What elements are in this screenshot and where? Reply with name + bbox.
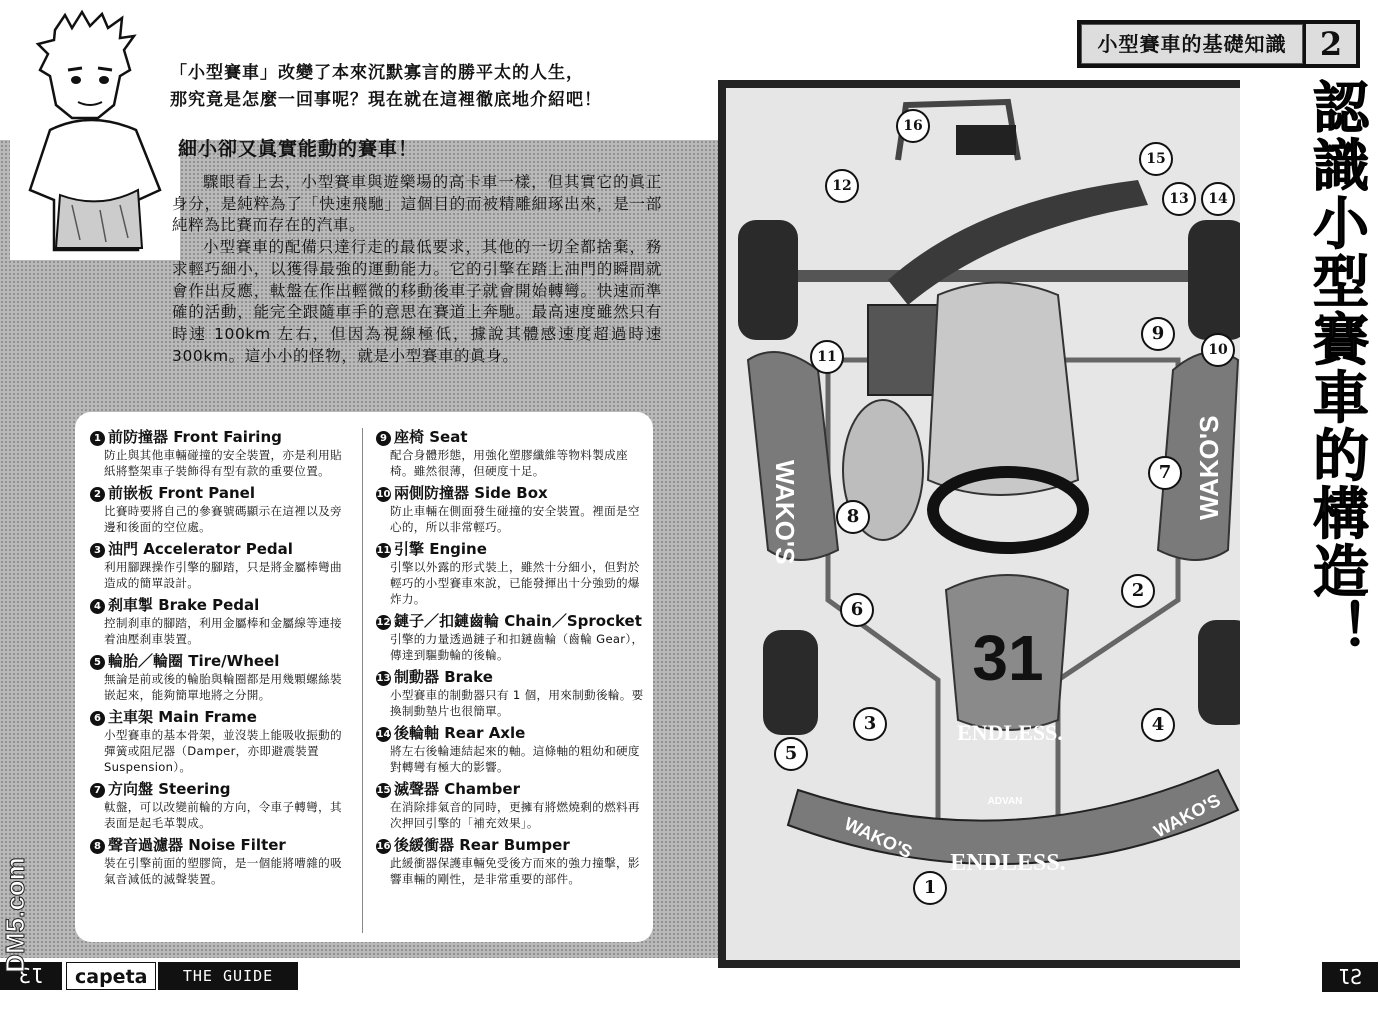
- part-item: [90, 780, 350, 831]
- intro-paragraph: 小型賽車的配備只達行走的最低要求，其他的一切全都捨棄，務求輕巧細小，以獲得最強的運動能力。它的引擎在踏上油門的瞬間就會作出反應，軚盤在作出輕微的移動後車子就會開始轉彎。快速而準確的活動，能完全跟隨車手的意思在賽道上奔馳。最高速度雖然只有時速 100km 左右，但因為視線極低，據說其體感速度超過時速 300km。這小小的怪物，就是小型賽車的眞身。: [172, 238, 662, 365]
- section-headline: 細小卻又眞實能動的賽車！: [178, 138, 419, 160]
- part-title: 刹車掣 Brake Pedal: [108, 596, 260, 614]
- part-number: 10: [376, 489, 391, 500]
- part-number: 1: [90, 431, 105, 446]
- callout-15: 15: [1139, 142, 1173, 176]
- section-number: 2: [1306, 24, 1356, 64]
- callout-16: 16: [896, 109, 930, 143]
- vertical-title: 認識小型賽車的構造！: [1304, 78, 1369, 658]
- page-number-left: ƐƖ: [0, 962, 62, 990]
- callout-7: 7: [1148, 456, 1182, 490]
- part-item: [376, 668, 644, 719]
- part-title: 滅聲器 Chamber: [394, 780, 520, 798]
- part-desc: 比賽時要將自己的參賽號碼顯示在這裡以及旁邊和後面的空位處。: [104, 504, 342, 534]
- part-number: 8: [90, 839, 105, 854]
- part-title: 方向盤 Steering: [108, 780, 231, 798]
- part-number: 3: [90, 543, 105, 558]
- part-title: 前防撞器 Front Fairing: [108, 428, 282, 446]
- sponsor-logo: ADVAN: [987, 796, 1023, 807]
- part-number: 16: [376, 841, 391, 852]
- part-item: [376, 836, 644, 887]
- callout-8: 8: [836, 500, 870, 534]
- parts-column-left: [90, 428, 350, 892]
- part-desc: 無論是前或後的輪胎與輪圈都是用幾顆螺絲裝嵌起來，能夠簡單地將之分開。: [104, 672, 342, 702]
- part-item: [376, 780, 644, 831]
- part-number: 6: [90, 711, 105, 726]
- footer-brand: capeta: [66, 962, 156, 990]
- sponsor-logo: WAKO'S: [770, 460, 800, 565]
- part-title: 聲音過濾器 Noise Filter: [108, 836, 286, 854]
- part-item: [376, 428, 644, 479]
- part-desc: 小型賽車的制動器只有 1 個，用來制動後輪。要換制動墊片也很簡單。: [390, 688, 644, 718]
- part-number: 9: [376, 431, 391, 446]
- part-item: [376, 612, 644, 663]
- callout-13: 13: [1162, 182, 1196, 216]
- part-number: 7: [90, 783, 105, 798]
- part-item: [90, 836, 350, 887]
- sponsor-logo: ENDLESS.: [957, 720, 1063, 745]
- callout-11: 11: [810, 340, 844, 374]
- part-desc: 在消除排氣音的同時，更擁有將燃燒剩的燃料再次押回引擎的「補充效果」。: [390, 800, 640, 830]
- character-illustration: [10, 10, 180, 260]
- part-number: 4: [90, 599, 105, 614]
- part-title: 前嵌板 Front Panel: [108, 484, 255, 502]
- part-desc: 小型賽車的基本骨架，並沒裝上能吸收振動的彈簧或阻尼器（Damper，亦即避震裝置 Suspension）。: [104, 728, 342, 774]
- part-item: [376, 724, 644, 775]
- part-number: 14: [376, 729, 391, 740]
- kart-number: 31: [972, 622, 1044, 694]
- part-desc: 控制刹車的腳踏，利用金屬棒和金屬線等連接着油壓刹車裝置。: [104, 616, 342, 646]
- part-desc: 防止車輛在側面發生碰撞的安全裝置。裡面是空心的，所以非常輕巧。: [390, 504, 640, 534]
- page-number-right: ƖƧ: [1322, 962, 1378, 992]
- part-item: [90, 484, 350, 535]
- part-desc: 引擎以外露的形式裝上，雖然十分細小，但對於輕巧的小型賽車來說，已能發揮出十分強勁的爆炸力。: [390, 560, 640, 606]
- svg-text:DM5.com: DM5.com: [0, 857, 30, 973]
- parts-column-right: [376, 428, 644, 892]
- sponsor-logo: WAKO'S: [841, 813, 916, 863]
- sponsor-logo: WAKO'S: [1194, 415, 1224, 520]
- part-item: [90, 428, 350, 479]
- part-desc: 此緩衝器保護車輛免受後方而來的強力撞擊，影響車輛的剛性，是非常重要的部件。: [390, 856, 640, 886]
- part-item: [376, 484, 644, 535]
- part-number: 5: [90, 655, 105, 670]
- intro-body: [172, 172, 662, 367]
- part-title: 後緩衝器 Rear Bumper: [394, 836, 570, 854]
- watermark-logo: [0, 835, 44, 995]
- part-title: 制動器 Brake: [394, 668, 493, 686]
- part-title: 油門 Accelerator Pedal: [108, 540, 293, 558]
- part-title: 輪胎／輪圈 Tire/Wheel: [108, 652, 280, 670]
- part-desc: 防止與其他車輛碰撞的安全裝置，亦是利用貼紙將整架車子裝飾得有型有款的重要位置。: [104, 448, 342, 478]
- callout-3: 3: [853, 707, 887, 741]
- intro-paragraph: 驟眼看上去，小型賽車與遊樂場的高卡車一樣，但其實它的眞正身分，是純粹為了「快速飛馳」這個目的而被精雕細琢出來，是一部純粹為比賽而存在的汽車。: [172, 173, 662, 235]
- part-item: [90, 540, 350, 591]
- part-desc: 軚盤，可以改變前輪的方向，令車子轉彎，其表面是起毛革製成。: [104, 800, 342, 830]
- part-item: [90, 708, 350, 775]
- part-desc: 引擎的力量透過鏈子和扣鏈齒輪（齒輪 Gear），傳達到驅動輪的後輪。: [390, 632, 644, 662]
- callout-10: 10: [1201, 333, 1235, 367]
- callout-6: 6: [840, 593, 874, 627]
- part-item: [90, 596, 350, 647]
- callout-12: 12: [825, 169, 859, 203]
- part-number: 12: [376, 617, 391, 628]
- part-desc: 利用腳踝操作引擎的腳踏，只是將金屬棒彎曲造成的簡單設計。: [104, 560, 342, 590]
- part-title: 後輪軸 Rear Axle: [394, 724, 526, 742]
- part-desc: 將左右後輪連結起來的軸。這條軸的粗幼和硬度對轉彎有極大的影響。: [390, 744, 640, 774]
- footer-book-title: THE GUIDE BOOK: [158, 962, 298, 990]
- callout-2: 2: [1121, 574, 1155, 608]
- part-title: 座椅 Seat: [394, 428, 468, 446]
- part-number: 15: [376, 785, 391, 796]
- callout-1: 1: [913, 871, 947, 905]
- tagline-line-2: 那究竟是怎麼一回事呢？現在就在這裡徹底地介紹吧！: [170, 90, 602, 110]
- section-title: 小型賽車的基礎知識: [1081, 24, 1303, 64]
- callout-4: 4: [1141, 708, 1175, 742]
- part-number: 13: [376, 673, 391, 684]
- kart-photo: [718, 80, 1290, 968]
- part-title: 兩側防撞器 Side Box: [394, 484, 548, 502]
- callout-14: 14: [1201, 182, 1235, 216]
- callout-9: 9: [1141, 317, 1175, 351]
- part-number: 2: [90, 487, 105, 502]
- intro-tagline: [170, 60, 690, 114]
- sponsor-logo: ENDLESS.: [950, 850, 1066, 876]
- tagline-line-1: 「小型賽車」改變了本來沉默寡言的勝平太的人生，: [170, 63, 584, 83]
- part-item: [90, 652, 350, 703]
- part-number: 11: [376, 545, 391, 556]
- sponsor-logo: WAKO'S: [1150, 789, 1224, 842]
- part-desc: 裝在引擎前面的塑膠筒，是一個能將嘈雜的吸氣音減低的滅聲裝置。: [104, 856, 342, 886]
- part-item: [376, 540, 644, 607]
- part-title: 鏈子／扣鏈齒輪 Chain／Sprocket: [394, 612, 642, 630]
- legend-divider: [362, 428, 363, 933]
- part-desc: 配合身體形態，用強化塑膠纖維等物料製成座椅。雖然很薄，但硬度十足。: [390, 448, 628, 478]
- part-title: 主車架 Main Frame: [108, 708, 257, 726]
- callout-5: 5: [774, 737, 808, 771]
- part-title: 引擎 Engine: [394, 540, 487, 558]
